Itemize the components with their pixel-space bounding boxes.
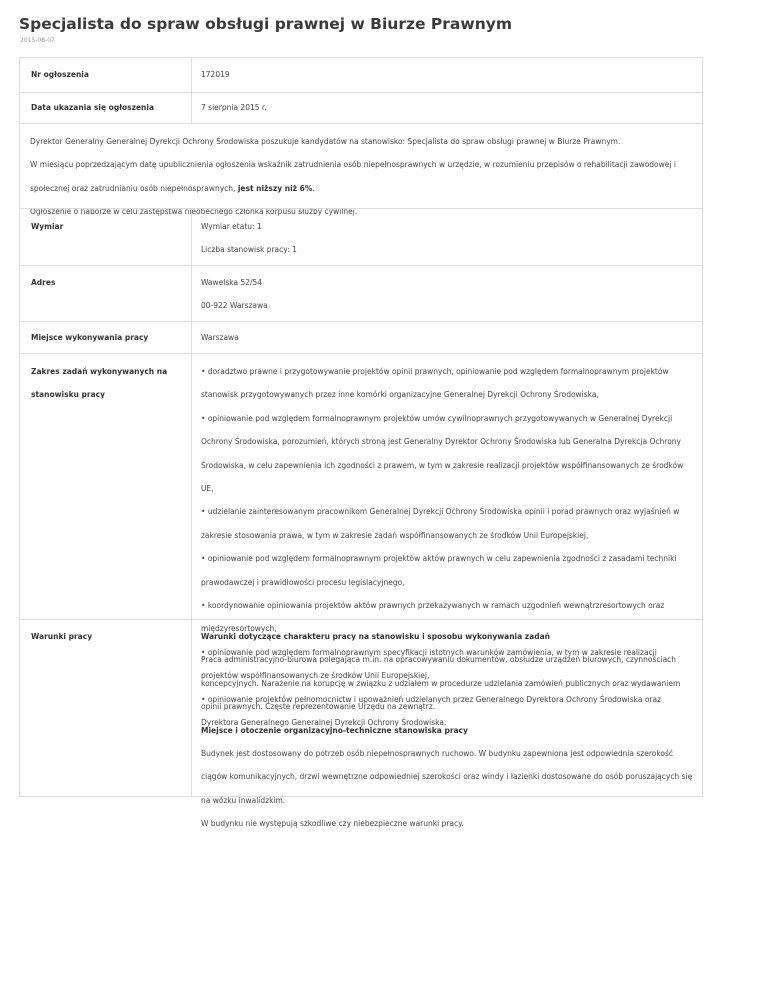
- data-value: 7 sierpnia 2015 r.: [201, 103, 267, 112]
- miejsce-value: Warszawa: [201, 333, 239, 342]
- warunki-paragraph-2: Budynek jest dostosowany do potrzeb osób niepełnosprawnych ruchowo. W budynku zapewniona jest odpowiednia szerokość ciągów komunikacyjnych, drzwi wewnętrzne odpowiedniej szerokości oraz windy i łazienki dostosowane do osób poruszających się na wózku inwalidzkim.: [201, 749, 693, 805]
- adres-city: 00-922 Warszawa: [201, 301, 268, 311]
- row-nr-ogloszenia: [20, 58, 702, 92]
- column-divider: [191, 209, 192, 265]
- zakres-item: • opiniowanie pod względem formalnoprawnym projektów umów cywilnoprawnych przygotowywanych w Generalnej Dyrekcji Ochrony Środowiska, porozumień, których stroną jest Generalny Dyrektor Ochrony Środowiska lub Generalna Dyrekcja Ochrony Środowiska, w celu zapewnienia ich zgodności z prawem, w tym w zakresie realizacji projektów współfinansowanych ze środków UE,: [201, 407, 696, 501]
- row-warunki: [20, 619, 702, 829]
- data-label: Data ukazania się ogłoszenia: [31, 103, 155, 112]
- intro-paragraph-2-text: W miesiącu poprzedzającym datę upublicznienia ogłoszenia wskaźnik zatrudnienia osób niepełnosprawnych w urzędzie, w rozumieniu przepisów o rehabilitacji zawodowej i społecznej oraz zatrudnianiu osób niepełnosprawnych,: [30, 160, 676, 193]
- column-divider: [191, 620, 192, 796]
- row-miejsce: [20, 321, 702, 353]
- intro-paragraph-3: Ogłoszenie o naborze w celu zastępstwa nieobecnego członka korpusu służby cywilnej.: [30, 207, 358, 217]
- miejsce-label: Miejsce wykonywania pracy: [31, 333, 149, 342]
- liczba-stanowisk: Liczba stanowisk pracy: 1: [201, 245, 297, 255]
- intro-paragraph-1: Dyrektor Generalny Generalnej Dyrekcji Ochrony Środowiska poszukuje kandydatów na stanowisko: Specjalista do spraw obsługi prawnej w Biurze Prawnym.: [30, 137, 621, 146]
- warunki-heading-1: Warunki dotyczące charakteru pracy na stanowisku i sposobu wykonywania zadań: [201, 632, 550, 641]
- intro-emphasis: jest niższy niż 6%: [237, 183, 313, 193]
- adres-label: Adres: [31, 278, 56, 287]
- warunki-heading-2: Miejsce i otoczenie organizacyjno-techniczne stanowiska pracy: [201, 725, 468, 735]
- warunki-paragraph-3: W budynku nie występują szkodliwe czy niebezpieczne warunki pracy.: [201, 819, 464, 829]
- zakres-item: • opiniowanie pod względem formalnoprawnym projektów aktów prawnych w celu zapewnienia zgodności z zasadami techniki prawodawczej i prawidłowości procesu legislacyjnego,: [201, 547, 696, 594]
- adres-street: Wawelska 52/54: [201, 278, 263, 287]
- zakres-item: • opiniowanie pod względem formalnoprawnym specyfikacji istotnych warunków zamówienia, w tym w zakresie realizacji projektów współfinansowanych ze środków Unii Europejskiej,: [201, 641, 696, 688]
- wymiar-label: Wymiar: [31, 222, 64, 231]
- zakres-label: Zakres zadań wykonywanych na stanowisku pracy: [31, 367, 168, 400]
- posting-table: [19, 57, 703, 829]
- adres-value: [201, 271, 696, 318]
- wymiar-value: [201, 215, 696, 262]
- intro-paragraph-2-end: .: [312, 183, 315, 193]
- warunki-paragraph-1: Praca administracyjno-biurowa polegająca m.in. na opracowywaniu dokumentów, obsłudze urządzeń biurowych, czynnościach koncepcyjnych. Narażenie na korupcję w związku z udziałem w procedurze udzielania zamówień publicznych oraz wydawaniem opinii prawnych. Częste reprezentowanie Urzędu na zewnątrz.: [201, 655, 681, 712]
- warunki-value: [201, 625, 696, 836]
- column-divider: [191, 58, 192, 92]
- column-divider: [191, 354, 192, 619]
- publication-date: 2015-08-07: [20, 37, 55, 44]
- row-adres: [20, 265, 702, 321]
- nr-value: 172019: [201, 70, 230, 79]
- nr-label: Nr ogłoszenia: [31, 70, 89, 79]
- zakres-item: • doradztwo prawne i przygotowywanie projektów opinii prawnych, opiniowanie pod względem formalnoprawnym projektów stanowisk przygotowywanych przez inne komórki organizacyjne Generalnej Dyrekcji Ochrony Środowiska,: [201, 360, 696, 407]
- zakres-item: • udzielanie zainteresowanym pracownikom Generalnej Dyrekcji Ochrony Środowiska opinii i porad prawnych oraz wyjaśnień w zakresie stosowania prawa, w tym w zakresie zadań współfinansowanych ze środków Unii Europejskiej,: [201, 500, 696, 547]
- wymiar-etatu: Wymiar etatu: 1: [201, 222, 262, 231]
- zakres-item: • opiniowanie projektów pełnomocnictw i upoważnień udzielanych przez Generalnego Dyrektora Ochrony Środowiska oraz Dyrektora Generalnego Generalnej Dyrekcji Ochrony Środowiska.: [201, 688, 696, 735]
- column-divider: [191, 266, 192, 321]
- page-title: Specjalista do spraw obsługi prawnej w Biurze Prawnym: [19, 15, 512, 33]
- row-wymiar: [20, 208, 702, 265]
- row-data-ukazania: [20, 92, 702, 123]
- row-intro: [20, 123, 702, 217]
- column-divider: [191, 322, 192, 353]
- warunki-label: Warunki pracy: [31, 632, 93, 641]
- intro-paragraph-2: [30, 153, 695, 200]
- zakres-item: • koordynowanie opiniowania projektów aktów prawnych przekazywanych w ramach uzgodnień wewnątrzresortowych oraz międzyresortowych,: [201, 594, 696, 641]
- column-divider: [191, 93, 192, 123]
